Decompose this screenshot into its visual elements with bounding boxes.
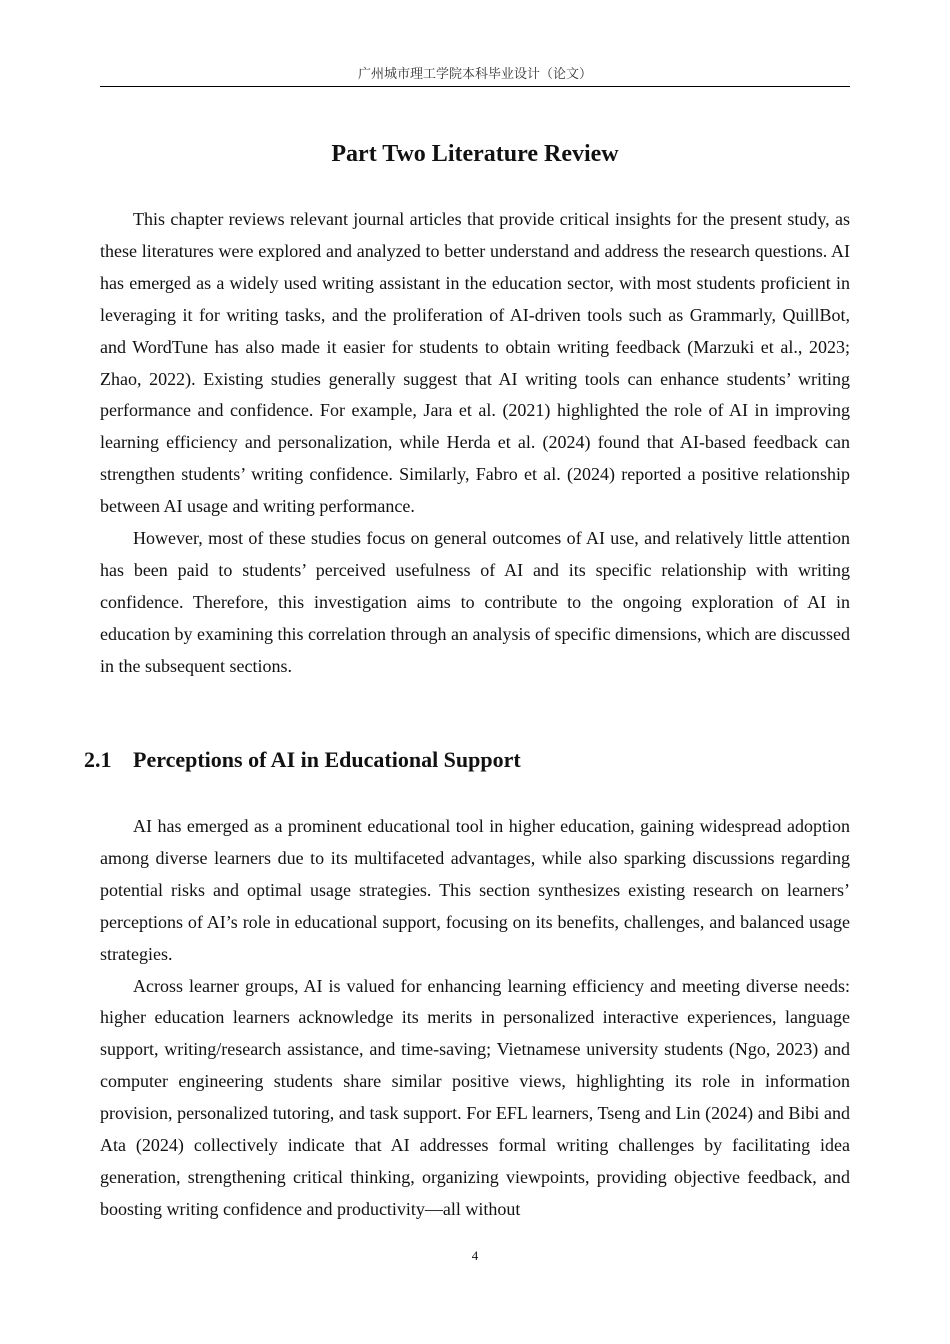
intro-body bbox=[100, 204, 850, 683]
chapter-title: Part Two Literature Review bbox=[331, 141, 619, 167]
section-title: Perceptions of AI in Educational Support bbox=[133, 747, 521, 772]
section-paragraph-1: AI has emerged as a prominent educational tool in higher education, gaining widespread adoption among diverse learners due to its multifaceted advantages, while also sparking discussions regarding potential risks and optimal usage strategies. This section synthesizes existing research on learners’ perceptions of AI’s role in educational support, focusing on its benefits, challenges, and balanced usage strategies. bbox=[100, 816, 850, 964]
intro-paragraph-2: However, most of these studies focus on general outcomes of AI use, and relatively little attention has been paid to students’ perceived usefulness of AI and its specific relationship with writing confidence. Therefore, this investigation aims to contribute to the ongoing exploration of AI in education by examining this correlation through an analysis of specific dimensions, which are discussed in the subsequent sections. bbox=[100, 528, 850, 676]
section-paragraph-2: Across learner groups, AI is valued for enhancing learning efficiency and meeting diverse needs: higher education learners acknowledge its merits in personalized interactive experiences, language support, writing/research assistance, and time-saving; Vietnamese university students (Ngo, 2023) and computer engineering students share similar positive views, highlighting its role in information provision, personalized tutoring, and task support. For EFL learners, Tseng and Lin (2024) and Bibi and Ata (2024) collectively indicate that AI addresses formal writing challenges by facilitating idea generation, strengthening critical thinking, organizing viewpoints, providing objective feedback, and boosting writing confidence and productivity—all without bbox=[100, 975, 850, 1219]
page-number: 4 bbox=[471, 1248, 479, 1263]
section-heading bbox=[84, 745, 521, 775]
section-number: 2.1 bbox=[84, 747, 112, 772]
header-rule bbox=[100, 86, 850, 87]
running-header: 广州城市理工学院本科毕业设计（论文） bbox=[357, 67, 592, 82]
section-body bbox=[100, 811, 850, 1226]
intro-paragraph-1: This chapter reviews relevant journal articles that provide critical insights for the present study, as these literatures were explored and analyzed to better understand and address the research questions. AI has emerged as a widely used writing assistant in the education sector, with most students proficient in leveraging it for writing tasks, and the proliferation of AI-driven tools such as Grammarly, QuillBot, and WordTune has also made it easier for students to obtain writing feedback (Marzuki et al., 2023; Zhao, 2022). Existing studies generally suggest that AI writing tools can enhance students’ writing performance and confidence. For example, Jara et al. (2021) highlighted the role of AI in improving learning efficiency and personalization, while Herda et al. (2024) found that AI-based feedback can strengthen students’ writing confidence. Similarly, Fabro et al. (2024) reported a positive relationship between AI usage and writing performance. bbox=[100, 209, 850, 517]
